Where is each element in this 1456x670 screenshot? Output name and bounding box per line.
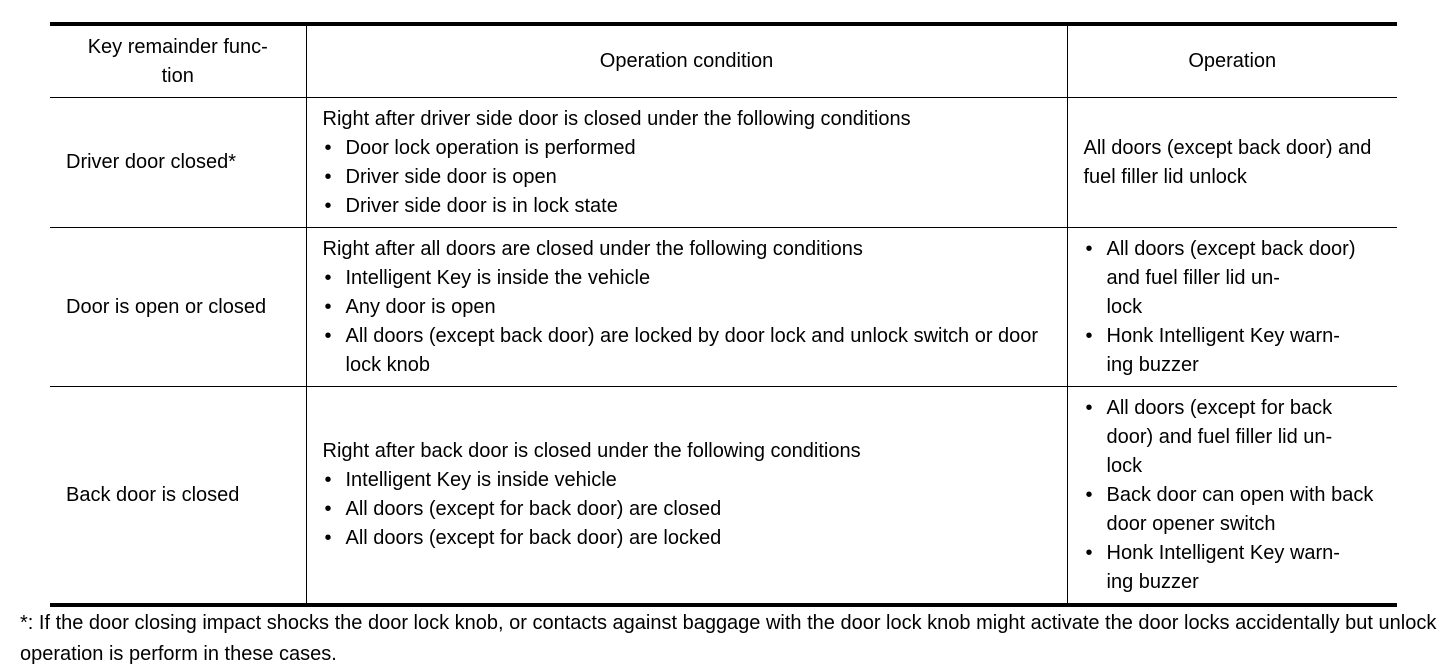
operation-list [1084,235,1398,380]
condition-item: • Driver side door is open [323,163,1067,192]
condition-cell [306,228,1067,387]
operation-item: • All doors (except for back door) and fuel filler lid un- lock [1084,394,1384,481]
condition-intro: Right after back door is closed under the following conditions [322,440,861,462]
condition-list [323,466,1067,553]
condition-item: • All doors (except for back door) are closed [323,495,1067,524]
condition-item: • Any door is open [323,293,1067,322]
condition-list [323,134,1067,221]
condition-item: • Driver side door is in lock state [323,192,1067,221]
function-cell: Door is open or closed [50,228,306,387]
table-row [50,387,1397,606]
operation-item: • All doors (except back door) and fuel filler lid un- lock [1084,235,1384,322]
condition-item: • All doors (except back door) are locked by door lock and unlock switch or door lock knob [323,322,1067,380]
header-operation: Operation [1067,24,1397,98]
operation-item: • Back door can open with back door opener switch [1084,481,1384,539]
function-cell: Back door is closed [50,387,306,606]
function-cell: Driver door closed* [50,98,306,228]
operation-item: • Honk Intelligent Key warn- ing buzzer [1084,322,1384,380]
condition-intro: Right after driver side door is closed under the following conditions [322,107,911,130]
table-row [50,228,1397,387]
operation-cell [1067,228,1397,387]
operation-item: • Honk Intelligent Key warn- ing buzzer [1084,539,1384,597]
operation-list [1084,394,1398,597]
condition-list [323,264,1067,380]
header-operation-condition: Operation condition [306,24,1067,98]
condition-item: • Door lock operation is performed [323,134,1067,163]
operation-cell: All doors (except back door) and fuel filler lid unlock [1067,98,1397,228]
condition-cell [306,387,1067,606]
condition-cell [306,98,1067,228]
operation-cell [1067,387,1397,606]
condition-item: • Intelligent Key is inside the vehicle [323,264,1067,293]
footnote: *: If the door closing impact shocks the door lock knob, or contacts against baggage with the door lock knob might activate the door locks accidentally but unlock operation is perform in these cases. [20,612,1437,665]
key-reminder-table [50,22,1397,607]
condition-item: • All doors (except for back door) are locked [323,524,1067,553]
table-header-row [50,24,1397,98]
header-key-reminder-function: Key remainder func- tion [87,35,268,87]
condition-intro: Right after all doors are closed under the following conditions [322,237,863,260]
condition-item: • Intelligent Key is inside vehicle [323,466,1067,495]
table-row [50,98,1397,228]
